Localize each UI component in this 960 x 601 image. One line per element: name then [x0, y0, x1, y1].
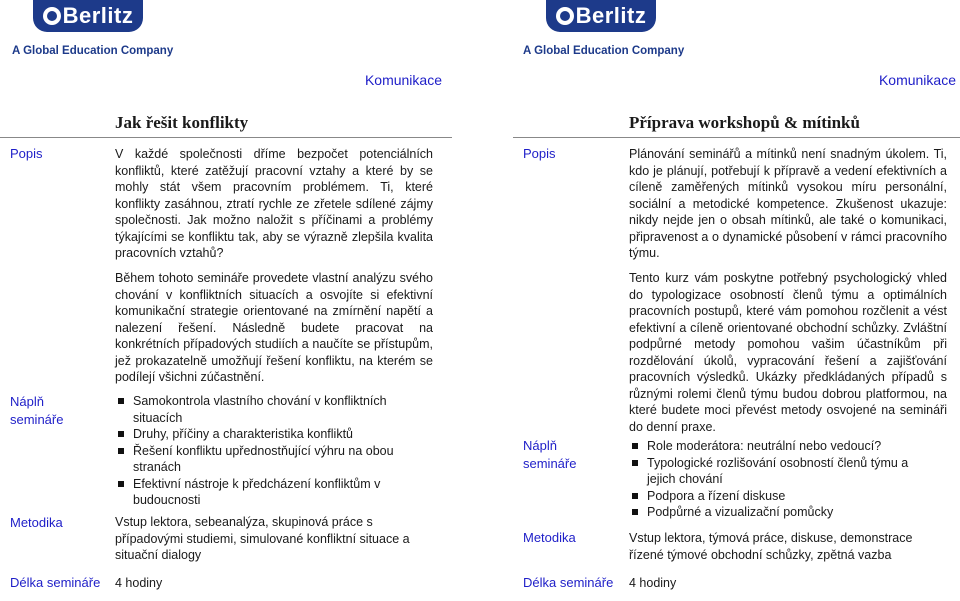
category-label: Komunikace: [878, 72, 956, 88]
delka-value: 4 hodiny: [115, 576, 163, 590]
delka-label: Délka semináře: [10, 575, 101, 590]
napln-label: Náplň semináře: [523, 438, 577, 471]
berlitz-logo: Berlitz: [546, 0, 656, 32]
popis-label: Popis: [10, 146, 43, 161]
list-item: Druhy, příčiny a charakteristika konfliktů: [115, 426, 430, 443]
list-item: Řešení konfliktu upřednostňující výhru na obou stranách: [115, 443, 430, 476]
course-title: Jak řešit konflikty: [115, 113, 249, 132]
delka-label: Délka semináře: [523, 575, 614, 590]
metodika-label: Metodika: [523, 530, 576, 545]
title-divider: [513, 137, 960, 138]
list-item: Role moderátora: neutrální nebo vedoucí?: [629, 438, 929, 455]
company-tagline: A Global Education Company: [12, 45, 174, 57]
berlitz-logo-icon: [556, 7, 574, 25]
list-item: Typologické rozlišování osobností členů týmu a jejich chování: [629, 455, 929, 488]
berlitz-logo-icon: [43, 7, 61, 25]
right-course-sheet: [513, 0, 960, 601]
popis-text: V každé společnosti dříme bezpočet potenciálních konfliktů, které zatěžují pracovní vztahy a které by se mohly stát všem pracovním problémem. Ti, které konflikty zasáhnou, ztratí rychle ze zřetele sdílené zájmy společnosti. Jak možno naložit s příčinami a problémy týkajícími se konfliktu tak, aby se výrazně zlepšila kvalita pracovních vztahů?: [115, 147, 433, 260]
berlitz-logo: Berlitz: [33, 0, 143, 32]
delka-value: 4 hodiny: [629, 576, 677, 590]
list-item: Samokontrola vlastního chování v konfliktních situacích: [115, 393, 430, 426]
napln-bullet-list: [115, 393, 430, 509]
metodika-text: Vstup lektora, sebeanalýza, skupinová práce s případovými studiemi, simulované konfliktní situace a situační dialogy: [115, 515, 410, 562]
popis-text: Plánování seminářů a mítinků není snadným úkolem. Ti, kdo je plánují, potřebují k přípravě a vedení efektivních a cíleně zaměřených mítinků vysokou míru personální, sociální a metodické kompetence. Zkušenost ukazuje: nikdy nejde jen o obsah mítinků, ale také o komunikaci, připravenost a o dynamické působení v rámci pracovního týmu.: [629, 147, 947, 260]
metodika-label: Metodika: [10, 515, 63, 530]
napln-label: Náplň semináře: [10, 394, 64, 427]
popis-label: Popis: [523, 146, 556, 161]
list-item: Efektivní nástroje k předcházení konfliktům v budoucnosti: [115, 476, 430, 509]
company-tagline: A Global Education Company: [523, 45, 685, 57]
metodika-text: Vstup lektora, týmová práce, diskuse, demonstrace řízené týmové obchodní schůzky, zpětná vazba: [629, 531, 913, 562]
course-title: Příprava workshopů & mítinků: [629, 113, 860, 132]
list-item: Podpůrné a vizualizační pomůcky: [629, 504, 929, 521]
title-divider: [0, 137, 452, 138]
category-label: Komunikace: [364, 72, 442, 88]
napln-intro: Tento kurz vám poskytne potřebný psychologický vhled do typologizace osobností členů týmu a optimálních pracovních postupů, které vám pomohou rozčlenit a vést efektivní a cíleně orientované obchodní schůzky. Zvláštní podpůrné metody pomohou vašim účastníkům při rozdělování úkolů, vypracování řešení a zajišťování pracovních výsledků. Ukázky předkládaných případů s různými rolemi členů týmu budou dobrou platformou, na které budete moci převést metody osvojené na semináři do denní praxe.: [629, 271, 947, 434]
left-course-sheet: [0, 0, 470, 601]
list-item: Podpora a řízení diskuse: [629, 488, 929, 505]
napln-bullet-list: [629, 438, 929, 521]
napln-intro: Během tohoto semináře provedete vlastní analýzu svého chování v konfliktních situacích a osvojíte si efektivní komunikační strategie orientované na zmírnění napětí a nalezení řešení. Následně budete pracovat na konkrétních případových studiích a naučíte se přístupům, jež prokazatelně umožňují řešení konfliktu, na kterém se podílejí všichni zúčastnění.: [115, 271, 433, 384]
